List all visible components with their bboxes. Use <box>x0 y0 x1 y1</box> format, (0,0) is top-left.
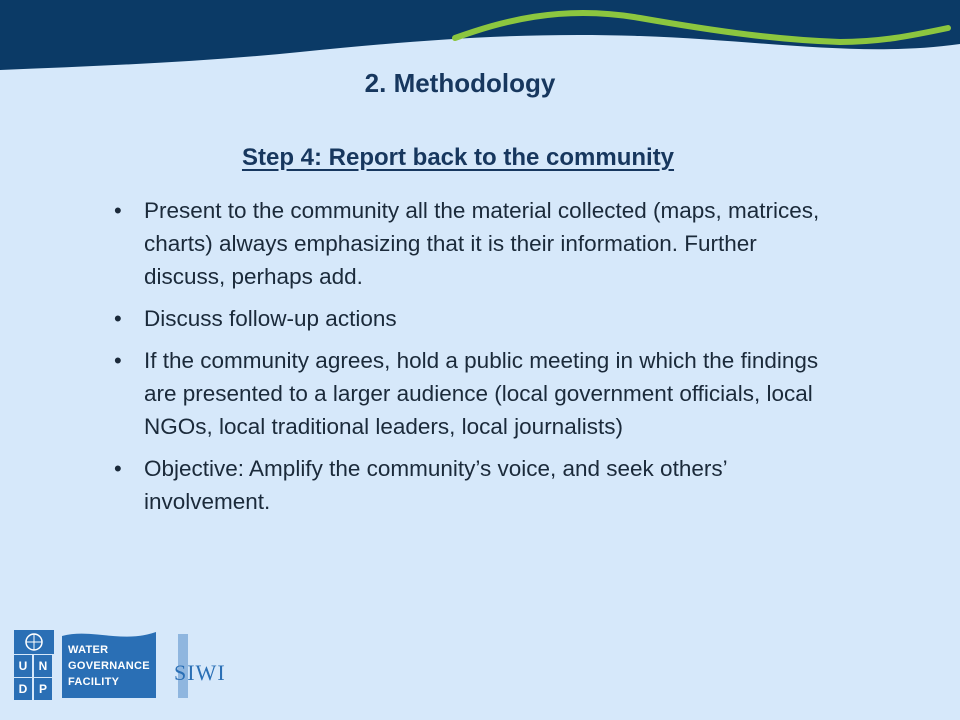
undp-letter: U <box>14 655 32 677</box>
wgf-line: WATER <box>68 644 109 656</box>
bullet-dot-icon: • <box>114 456 122 481</box>
bullet-text: Discuss follow-up actions <box>144 306 397 331</box>
bullet-item <box>108 452 828 518</box>
wgf-text <box>68 642 150 690</box>
bullet-dot-icon: • <box>114 306 122 331</box>
bullet-text: If the community agrees, hold a public meeting in which the findings are presented to a larger audience (local government officials, local NGOs, local traditional leaders, local journalists) <box>144 348 819 439</box>
bullet-item <box>108 344 828 443</box>
undp-letter: P <box>34 678 52 700</box>
bullet-text: Objective: Amplify the community’s voice, and seek others’ involvement. <box>144 456 727 514</box>
undp-logo <box>14 630 54 698</box>
bullet-list <box>108 194 828 527</box>
un-emblem-icon <box>14 630 54 654</box>
wgf-line: GOVERNANCE <box>68 660 150 672</box>
wgf-line: FACILITY <box>68 676 120 688</box>
bullet-item <box>108 302 828 335</box>
undp-letter: N <box>34 655 52 677</box>
bullet-dot-icon: • <box>114 198 122 223</box>
bullet-item <box>108 194 828 293</box>
bullet-dot-icon: • <box>114 348 122 373</box>
slide-title: 2. Methodology <box>364 68 556 98</box>
siwi-logo-text: SIWI <box>174 660 226 685</box>
slide-subtitle: Step 4: Report back to the community <box>241 144 675 171</box>
water-governance-facility-logo <box>62 630 162 698</box>
bullet-text: Present to the community all the material collected (maps, matrices, charts) always emphasizing that it is their information. Further discuss, perhaps add. <box>144 198 820 289</box>
undp-letter: D <box>14 678 32 700</box>
